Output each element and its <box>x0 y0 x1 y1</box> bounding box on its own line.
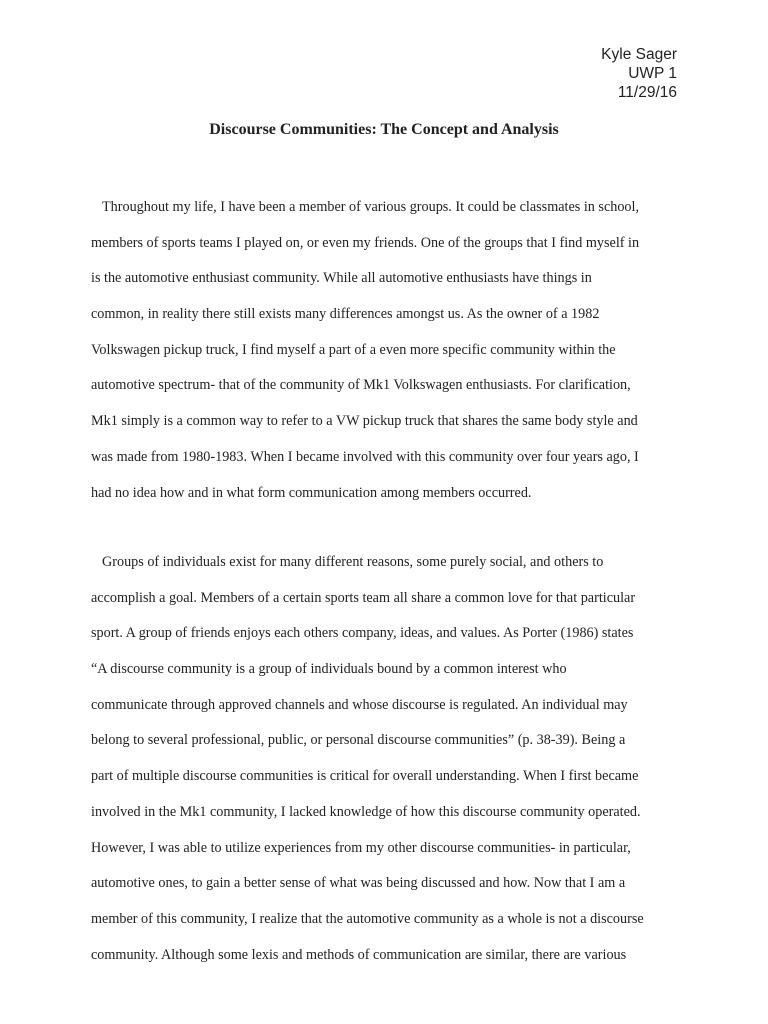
paragraph-line: is the automotive enthusiast community. While all automotive enthusiasts have things in <box>91 270 592 287</box>
document-date: 11/29/16 <box>617 84 677 101</box>
paragraph-line: However, I was able to utilize experiences from my other discourse communities- in particular, <box>91 839 631 856</box>
paragraph-line: Throughout my life, I have been a member of various groups. It could be classmates in school, <box>102 199 640 215</box>
paragraph-line: automotive spectrum- that of the community of Mk1 Volkswagen enthusiasts. For clarification, <box>91 377 631 394</box>
paragraph-line: was made from 1980-1983. When I became involved with this community over four years ago, I <box>91 448 639 465</box>
paragraph-line: had no idea how and in what form communication among members occurred. <box>91 484 532 501</box>
paragraph-2 <box>91 550 691 978</box>
paragraph-line: involved in the Mk1 community, I lacked knowledge of how this discourse community operated. <box>91 803 641 820</box>
course-name: UWP 1 <box>628 65 677 82</box>
paragraph-line: common, in reality there still exists many differences amongst us. As the owner of a 1982 <box>91 306 600 323</box>
author-header <box>601 45 677 102</box>
paragraph-line: automotive ones, to gain a better sense of what was being discussed and how. Now that I am a <box>91 875 626 892</box>
paragraph-line: members of sports teams I played on, or even my friends. One of the groups that I find myself in <box>91 234 640 251</box>
paragraph-line: part of multiple discourse communities is critical for overall understanding. When I first became <box>91 768 639 785</box>
paragraph-line: communicate through approved channels and whose discourse is regulated. An individual may <box>91 696 628 713</box>
paragraph-line: Groups of individuals exist for many different reasons, some purely social, and others to <box>102 554 604 570</box>
paragraph-line: accomplish a goal. Members of a certain sports team all share a common love for that particular <box>91 589 636 606</box>
paragraph-line: sport. A group of friends enjoys each others company, ideas, and values. As Porter (1986) states <box>91 625 634 642</box>
paragraph-line: member of this community, I realize that the automotive community as a whole is not a discourse <box>91 910 644 927</box>
document-title: Discourse Communities: The Concept and Analysis <box>209 121 559 138</box>
paragraph-line: “A discourse community is a group of individuals bound by a common interest who <box>91 661 567 678</box>
author-name: Kyle Sager <box>601 46 677 63</box>
paragraph-line: Mk1 simply is a common way to refer to a VW pickup truck that shares the same body style and <box>91 413 638 430</box>
paragraph-line: belong to several professional, public, or personal discourse communities” (p. 38-39). Being a <box>91 732 626 749</box>
paragraph-line: community. Although some lexis and methods of communication are similar, there are various <box>91 946 627 963</box>
paragraph-line: Volkswagen pickup truck, I find myself a part of a even more specific community within the <box>91 341 616 358</box>
paragraph-1 <box>91 195 691 516</box>
